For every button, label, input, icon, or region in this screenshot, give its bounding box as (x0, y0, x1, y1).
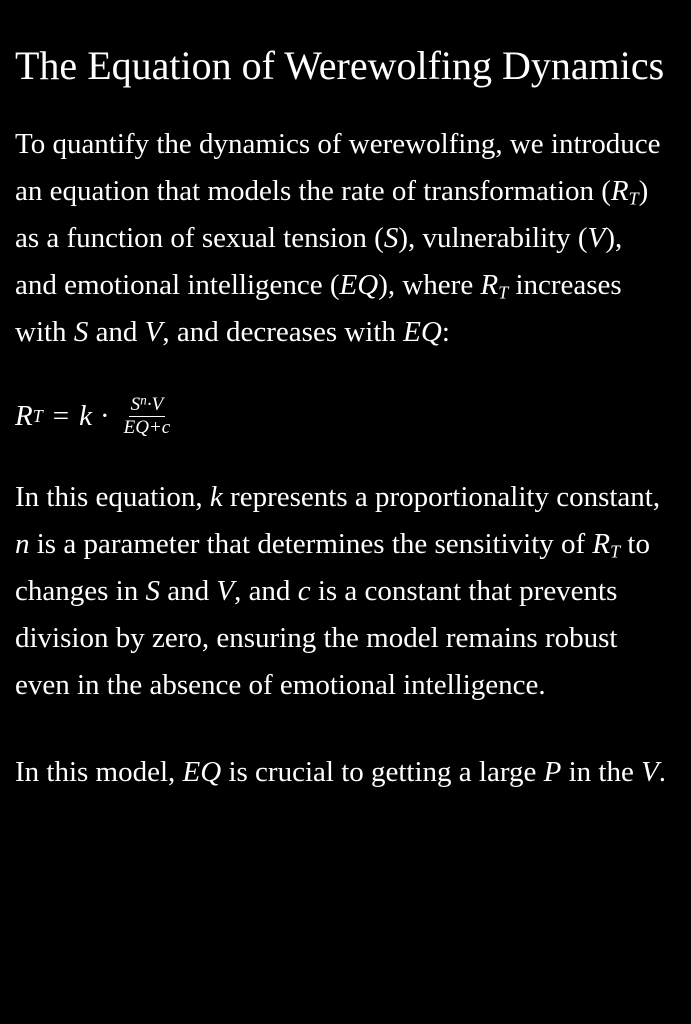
math-subscript: T (610, 541, 621, 562)
math-var: V (587, 222, 606, 254)
fraction-denominator: EQ+c (123, 416, 171, 438)
text-span: and (159, 575, 217, 607)
math-var: V (641, 756, 659, 788)
math-var: P (543, 756, 562, 788)
text-span: is crucial to getting a large (221, 756, 544, 788)
text-span: , and (234, 575, 298, 607)
text-span: to changes in (15, 528, 650, 607)
text-span: is a constant that prevents division by zero, ensuring the model remains robust even in the absence of emotional intelligence. (15, 575, 618, 701)
text-span: in the (561, 756, 642, 788)
equals-sign: = (52, 399, 70, 432)
equation-lhs: R (15, 399, 33, 432)
math-var: V (216, 575, 235, 607)
equation-fraction (122, 392, 173, 438)
text-span: In this equation, (15, 481, 210, 513)
math-var: EQ (182, 756, 222, 788)
math-var: c (297, 575, 311, 607)
math-subscript: T (498, 282, 509, 303)
intro-paragraph (15, 121, 667, 356)
numerator-s: S (130, 393, 141, 415)
math-var: n (15, 528, 30, 560)
math-var: S (383, 222, 399, 254)
text-span: is a parameter that determines the sensitivity of (29, 528, 593, 560)
text-span: ), and emotional intelligence ( (15, 222, 623, 301)
math-var: EQ (339, 269, 379, 301)
text-span: : (441, 316, 450, 348)
math-var: R (480, 269, 499, 301)
text-span: represents a proportionality constant, (222, 481, 661, 513)
math-subscript: T (628, 188, 639, 209)
text-span: ) as a function of sexual tension ( (15, 175, 649, 254)
text-span: ), where (378, 269, 481, 301)
page-title: The Equation of Werewolfing Dynamics (15, 43, 665, 88)
text-span: To quantify the dynamics of werewolfing, we introduce an equation that models the rate of transformation ( (15, 128, 661, 207)
text-span: , and decreases with (162, 316, 404, 348)
numerator-exponent: n (140, 392, 147, 408)
math-var: S (73, 316, 89, 348)
fraction-numerator (129, 392, 166, 417)
text-span: . (658, 756, 667, 788)
math-var: S (145, 575, 160, 607)
text-span: increases with (15, 269, 622, 348)
math-var: R (610, 175, 629, 207)
math-var: R (592, 528, 611, 560)
rate-equation: R T = k · $\frac{S^n\cdot V}{EQ+c}$ (15, 392, 171, 438)
text-span: In this model, (15, 756, 183, 788)
multiply-dot: · (99, 399, 110, 432)
math-var: EQ (403, 316, 442, 348)
text-span: and (88, 316, 145, 348)
conclusion-paragraph (15, 749, 667, 796)
equation-constant-k: k (79, 399, 92, 432)
numerator-rest: ·V (146, 393, 164, 415)
text-span: ), vulnerability ( (398, 222, 588, 254)
math-var: k (209, 481, 223, 513)
explanation-paragraph (15, 474, 667, 709)
math-var: V (144, 316, 163, 348)
